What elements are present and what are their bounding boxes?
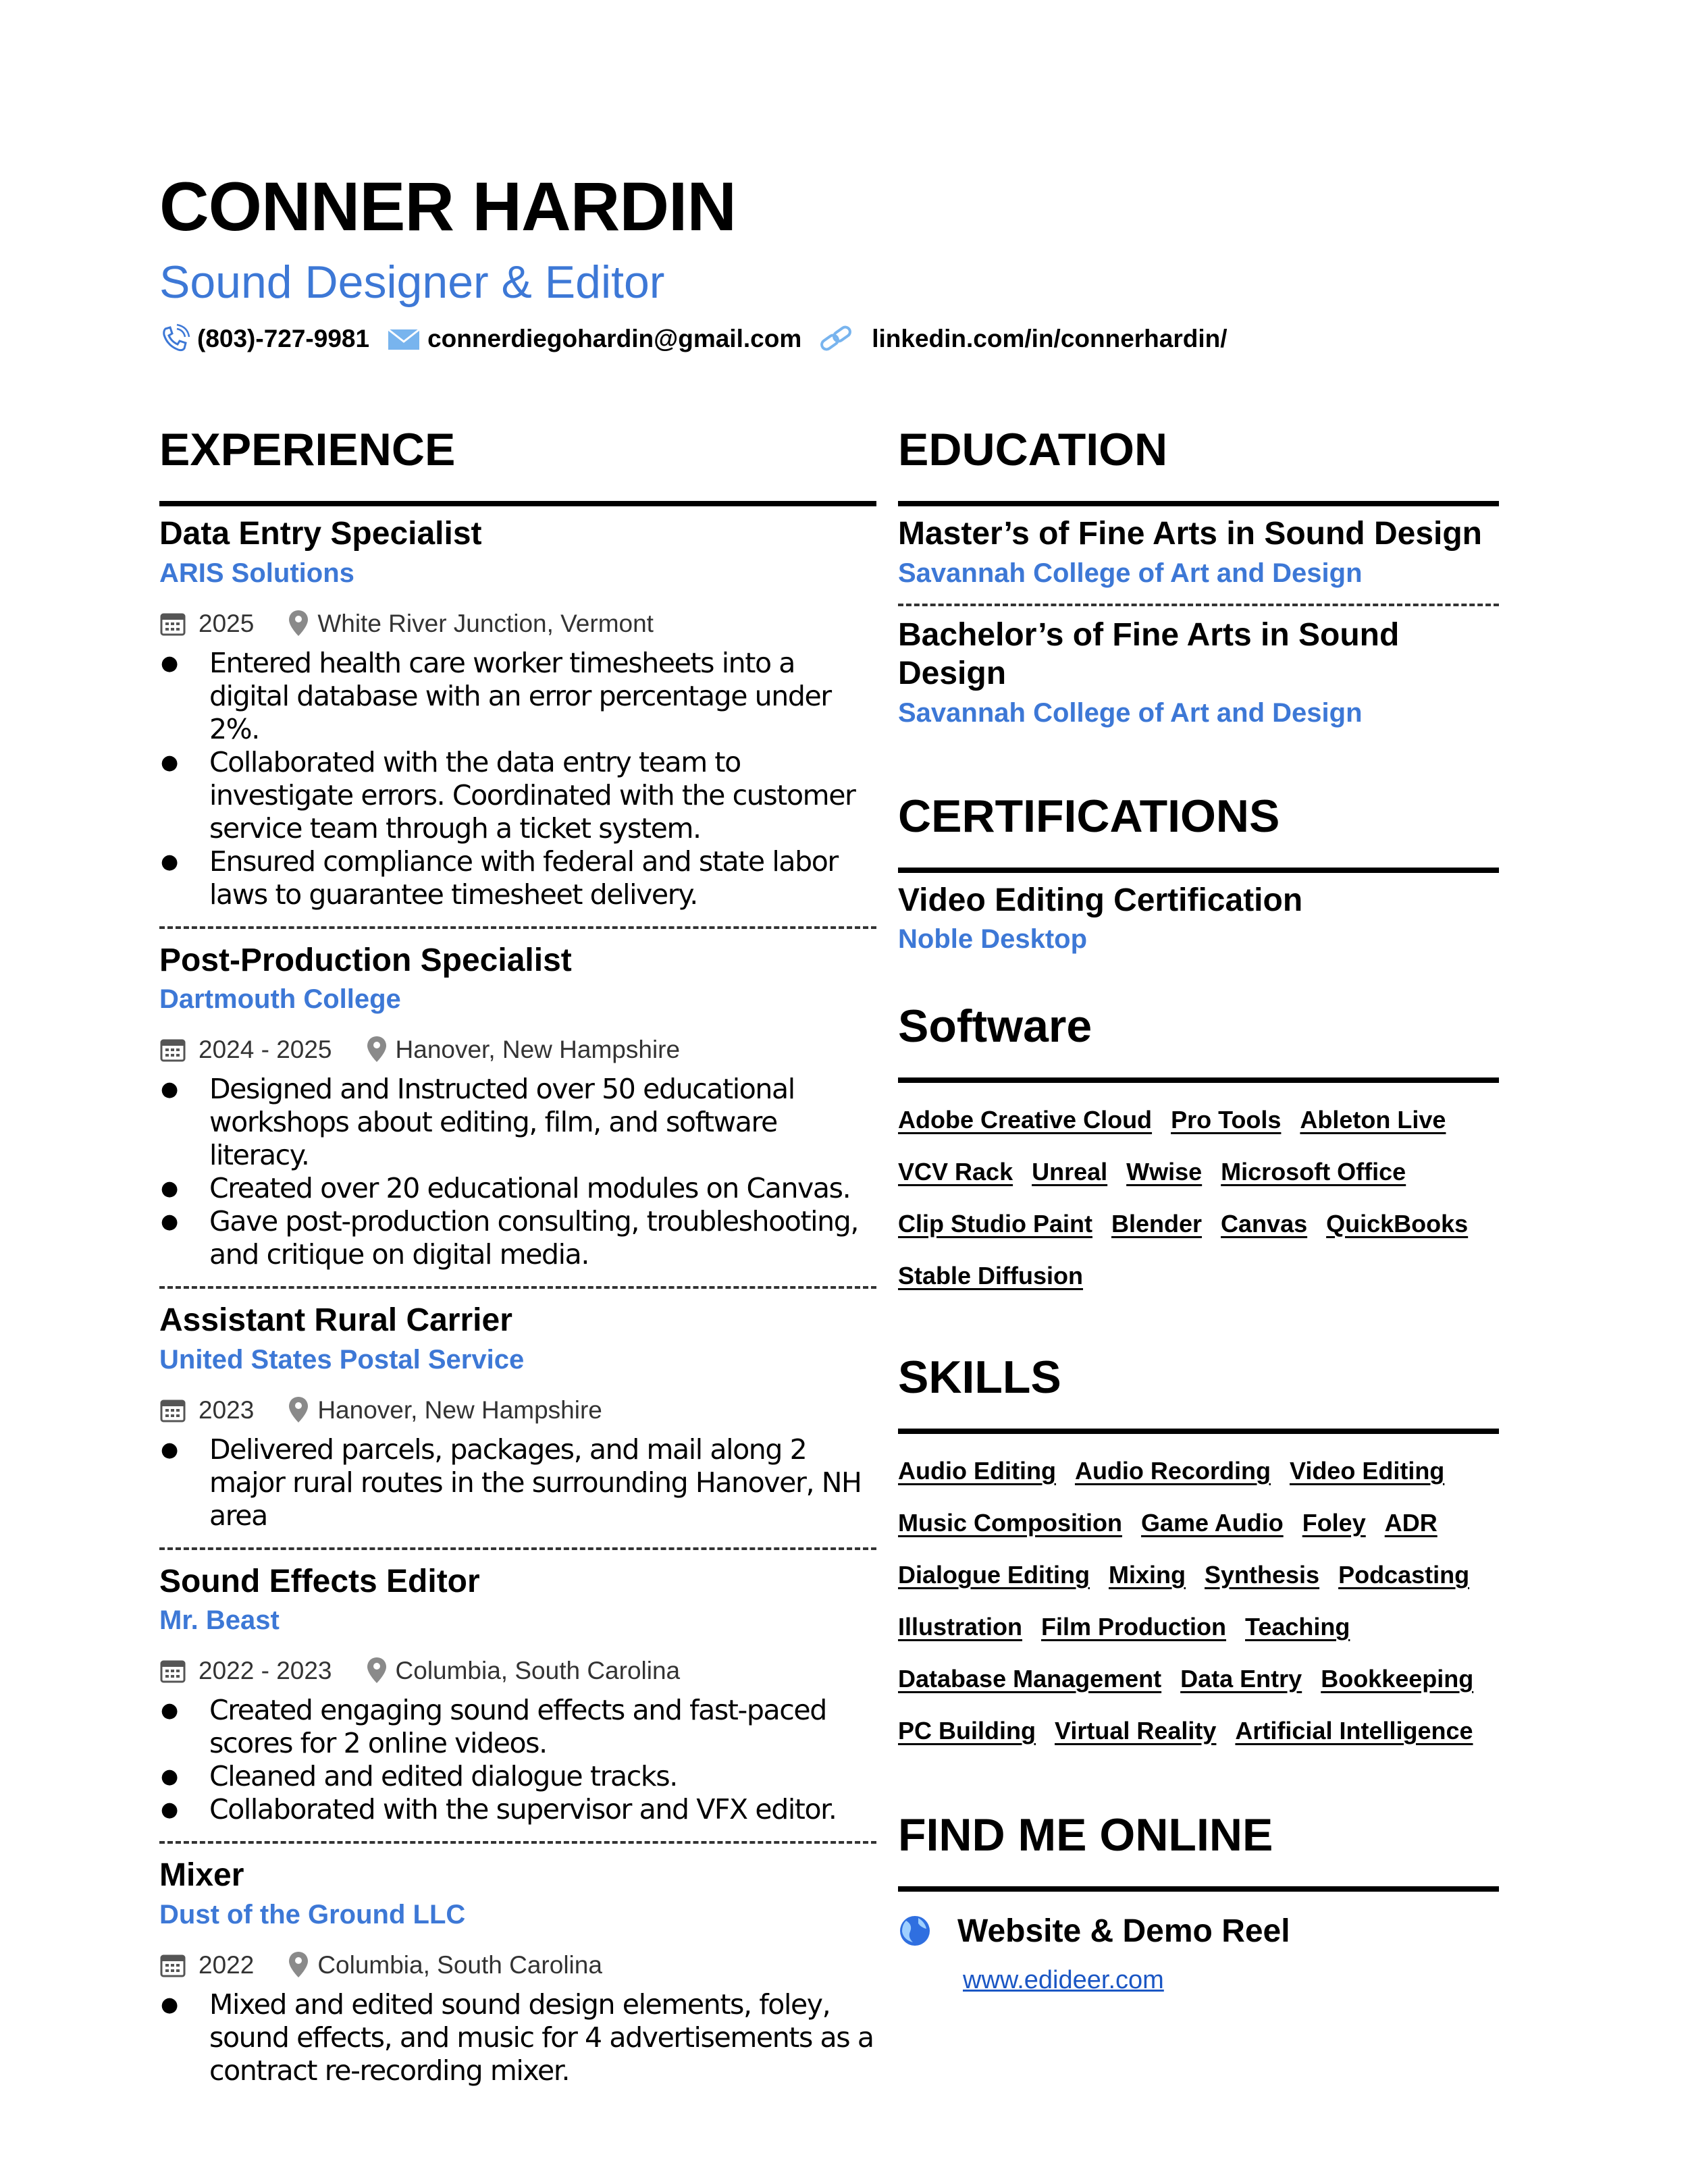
skills-heading: SKILLS <box>898 1352 1061 1404</box>
school-name: Savannah College of Art and Design <box>898 697 1363 728</box>
software-tag[interactable]: Wwise <box>1126 1157 1203 1186</box>
location-pin-icon <box>366 1035 388 1065</box>
certifications-heading: CERTIFICATIONS <box>898 790 1280 842</box>
calendar-icon <box>159 1397 186 1424</box>
bullet-item: ● Designed and Instructed over 50 educational workshops about editing, film, and software literacy. <box>159 1073 876 1172</box>
job-org: Dust of the Ground LLC <box>159 1899 466 1929</box>
job-date <box>159 1657 332 1685</box>
section-rule <box>898 501 1499 506</box>
education-entry <box>898 616 1499 730</box>
tag-row <box>898 1705 1499 1757</box>
section-rule <box>898 1886 1499 1892</box>
job-location <box>366 1035 681 1065</box>
job-title: Post-Production Specialist <box>159 942 572 978</box>
mail-icon <box>387 325 421 352</box>
certification-name: Video Editing Certification <box>898 882 1303 918</box>
website-link[interactable]: www.edideer.com <box>963 1966 1164 1995</box>
job-date <box>159 1951 254 1979</box>
bullet-item: ● Created engaging sound effects and fast-paced scores for 2 online videos. <box>159 1694 876 1760</box>
section-rule <box>898 1077 1499 1083</box>
right-column <box>898 419 1499 1995</box>
experience-heading: EXPERIENCE <box>159 424 456 475</box>
education-entry <box>898 514 1499 590</box>
dashed-divider <box>159 1547 876 1550</box>
bullet-item: ● Delivered parcels, packages, and mail along 2 major rural routes in the surrounding Hanover, NH area <box>159 1433 876 1533</box>
calendar-icon <box>159 610 186 637</box>
job-org: Mr. Beast <box>159 1605 280 1636</box>
website-label: Website & Demo Reel <box>957 1913 1290 1949</box>
location-pin-icon <box>288 609 309 639</box>
section-rule <box>898 868 1499 873</box>
software-tag[interactable]: Canvas <box>1221 1209 1308 1237</box>
job-entry <box>159 1562 876 1827</box>
globe-icon <box>898 1914 932 1948</box>
degree-title: Bachelor’s of Fine Arts in Sound Design <box>898 616 1400 692</box>
tag-row <box>898 1497 1499 1549</box>
skill-tag[interactable]: Teaching <box>1245 1612 1350 1641</box>
skill-tag[interactable]: Artificial Intelligence <box>1235 1716 1473 1744</box>
software-tag[interactable]: Clip Studio Paint <box>898 1209 1092 1237</box>
job-org: United States Postal Service <box>159 1344 525 1375</box>
job-location-text: White River Junction, Vermont <box>317 609 654 637</box>
online-section <box>898 1804 1499 1995</box>
job-meta <box>159 1031 876 1069</box>
skill-tag[interactable]: Synthesis <box>1205 1560 1320 1589</box>
calendar-icon <box>159 1952 186 1979</box>
contact-bar <box>159 320 1245 358</box>
online-heading: FIND ME ONLINE <box>898 1809 1273 1861</box>
job-date-text: 2025 <box>199 609 255 637</box>
link-icon <box>819 323 854 355</box>
job-meta <box>159 1652 876 1690</box>
certification-entry <box>898 881 1499 957</box>
software-tag[interactable]: Stable Diffusion <box>898 1261 1084 1289</box>
skill-tag[interactable]: Foley <box>1302 1508 1366 1537</box>
contact-linkedin[interactable] <box>819 323 1227 355</box>
software-tag[interactable]: VCV Rack <box>898 1157 1013 1186</box>
bullet-item: ● Gave post-production consulting, troubleshooting, and critique on digital media. <box>159 1205 876 1271</box>
skill-tag[interactable]: Game Audio <box>1141 1508 1284 1537</box>
job-date-text: 2023 <box>199 1395 255 1424</box>
skill-tag[interactable]: Film Production <box>1041 1612 1227 1641</box>
job-date-text: 2024 - 2025 <box>199 1036 332 1064</box>
bullet-item: ● Cleaned and edited dialogue tracks. <box>159 1760 876 1793</box>
phone-text: (803)-727-9981 <box>197 325 370 352</box>
skill-tag[interactable]: Virtual Reality <box>1054 1716 1217 1744</box>
location-pin-icon <box>288 1395 309 1425</box>
software-section <box>898 995 1499 1302</box>
tag-row <box>898 1653 1499 1705</box>
skill-tag[interactable]: Mixing <box>1109 1560 1186 1589</box>
dashed-divider <box>898 604 1499 606</box>
school-name: Savannah College of Art and Design <box>898 558 1363 588</box>
software-tag[interactable]: Unreal <box>1032 1157 1108 1186</box>
section-rule <box>898 1429 1499 1434</box>
calendar-icon <box>159 1657 186 1684</box>
tag-row <box>898 1601 1499 1653</box>
certifications-section <box>898 785 1499 957</box>
job-date <box>159 1396 254 1424</box>
candidate-name: CONNER HARDIN <box>159 168 736 245</box>
tag-row <box>898 1146 1499 1198</box>
email-text: connerdiegohardin@gmail.com <box>427 325 802 352</box>
job-meta <box>159 605 876 643</box>
job-title: Mixer <box>159 1857 244 1894</box>
skill-tag[interactable]: Audio Recording <box>1074 1456 1271 1485</box>
certification-issuer: Noble Desktop <box>898 924 1088 955</box>
job-location <box>366 1656 681 1686</box>
software-tag[interactable]: Blender <box>1111 1209 1203 1237</box>
skill-tag[interactable]: Data Entry <box>1180 1664 1302 1693</box>
linkedin-text: linkedin.com/in/connerhardin/ <box>872 325 1228 352</box>
skill-tag[interactable]: Audio Editing <box>898 1456 1056 1485</box>
skill-tag[interactable]: Video Editing <box>1289 1456 1445 1485</box>
job-title: Data Entry Specialist <box>159 516 482 552</box>
job-entry <box>159 1301 876 1533</box>
job-bullets <box>159 1988 876 2087</box>
skill-tag[interactable]: PC Building <box>898 1716 1036 1744</box>
skill-tag[interactable]: Database Management <box>898 1664 1162 1693</box>
job-title: Sound Effects Editor <box>159 1563 480 1599</box>
job-meta <box>159 1946 876 1984</box>
location-pin-icon <box>288 1950 309 1980</box>
bullet-item: ● Created over 20 educational modules on Canvas. <box>159 1172 876 1205</box>
job-entry <box>159 514 876 911</box>
software-heading: Software <box>898 1001 1092 1053</box>
software-tags <box>898 1094 1499 1302</box>
website-row <box>898 1911 1499 1951</box>
job-location <box>288 1395 602 1425</box>
contact-email[interactable] <box>387 325 801 353</box>
experience-section <box>159 419 876 2087</box>
skill-tag[interactable]: Illustration <box>898 1612 1023 1641</box>
skills-section <box>898 1346 1499 1757</box>
job-meta <box>159 1391 876 1429</box>
skills-tags <box>898 1445 1499 1757</box>
calendar-icon <box>159 1036 186 1063</box>
tag-row <box>898 1250 1499 1302</box>
job-title: Assistant Rural Carrier <box>159 1302 512 1339</box>
bullet-item: ● Mixed and edited sound design elements, foley, sound effects, and music for 4 advertisements as a contract re-recording mixer. <box>159 1988 876 2087</box>
bullet-item: ● Ensured compliance with federal and state labor laws to guarantee timesheet delivery. <box>159 845 876 911</box>
tag-row <box>898 1094 1499 1146</box>
bullet-item: ● Collaborated with the data entry team to investigate errors. Coordinated with the customer service team through a ticket system. <box>159 746 876 845</box>
job-location-text: Hanover, New Hampshire <box>395 1036 681 1064</box>
software-tag[interactable]: QuickBooks <box>1326 1209 1469 1237</box>
education-section <box>898 419 1499 730</box>
job-date-text: 2022 - 2023 <box>199 1657 332 1685</box>
job-bullets <box>159 1073 876 1271</box>
job-list <box>159 514 876 2087</box>
location-pin-icon <box>366 1656 388 1686</box>
candidate-title: Sound Designer & Editor <box>159 257 665 308</box>
skill-tag[interactable]: Dialogue Editing <box>898 1560 1090 1589</box>
job-date <box>159 1036 332 1064</box>
bullet-item: ● Entered health care worker timesheets into a digital database with an error percentage under 2%. <box>159 647 876 746</box>
software-tag[interactable]: Pro Tools <box>1171 1105 1282 1134</box>
dashed-divider <box>159 926 876 929</box>
tag-row <box>898 1445 1499 1497</box>
job-location-text: Columbia, South Carolina <box>317 1950 602 1979</box>
skill-tag[interactable]: ADR <box>1384 1508 1438 1537</box>
job-location-text: Hanover, New Hampshire <box>317 1395 602 1424</box>
tag-row <box>898 1549 1499 1601</box>
skill-tag[interactable]: Music Composition <box>898 1508 1122 1537</box>
job-bullets <box>159 1694 876 1826</box>
phone-icon <box>159 323 190 354</box>
job-date-text: 2022 <box>199 1950 255 1979</box>
job-org: ARIS Solutions <box>159 558 354 588</box>
education-heading: EDUCATION <box>898 424 1168 475</box>
job-bullets <box>159 647 876 911</box>
job-location <box>288 609 654 639</box>
tag-row <box>898 1198 1499 1250</box>
software-tag[interactable]: Adobe Creative Cloud <box>898 1105 1153 1134</box>
job-org: Dartmouth College <box>159 984 401 1015</box>
skill-tag[interactable]: Bookkeeping <box>1321 1664 1474 1693</box>
bullet-item: ● Collaborated with the supervisor and VFX editor. <box>159 1793 876 1826</box>
job-location-text: Columbia, South Carolina <box>395 1657 681 1685</box>
job-entry <box>159 1856 876 2087</box>
degree-title: Master’s of Fine Arts in Sound Design <box>898 516 1482 552</box>
software-tag[interactable]: Ableton Live <box>1300 1105 1446 1134</box>
software-tag[interactable]: Microsoft Office <box>1221 1157 1406 1186</box>
job-bullets <box>159 1433 876 1533</box>
job-entry <box>159 941 876 1272</box>
section-rule <box>159 501 876 506</box>
contact-phone[interactable] <box>159 323 369 354</box>
job-location <box>288 1950 602 1980</box>
job-date <box>159 610 254 638</box>
dashed-divider <box>159 1286 876 1289</box>
dashed-divider <box>159 1841 876 1844</box>
skill-tag[interactable]: Podcasting <box>1338 1560 1470 1589</box>
